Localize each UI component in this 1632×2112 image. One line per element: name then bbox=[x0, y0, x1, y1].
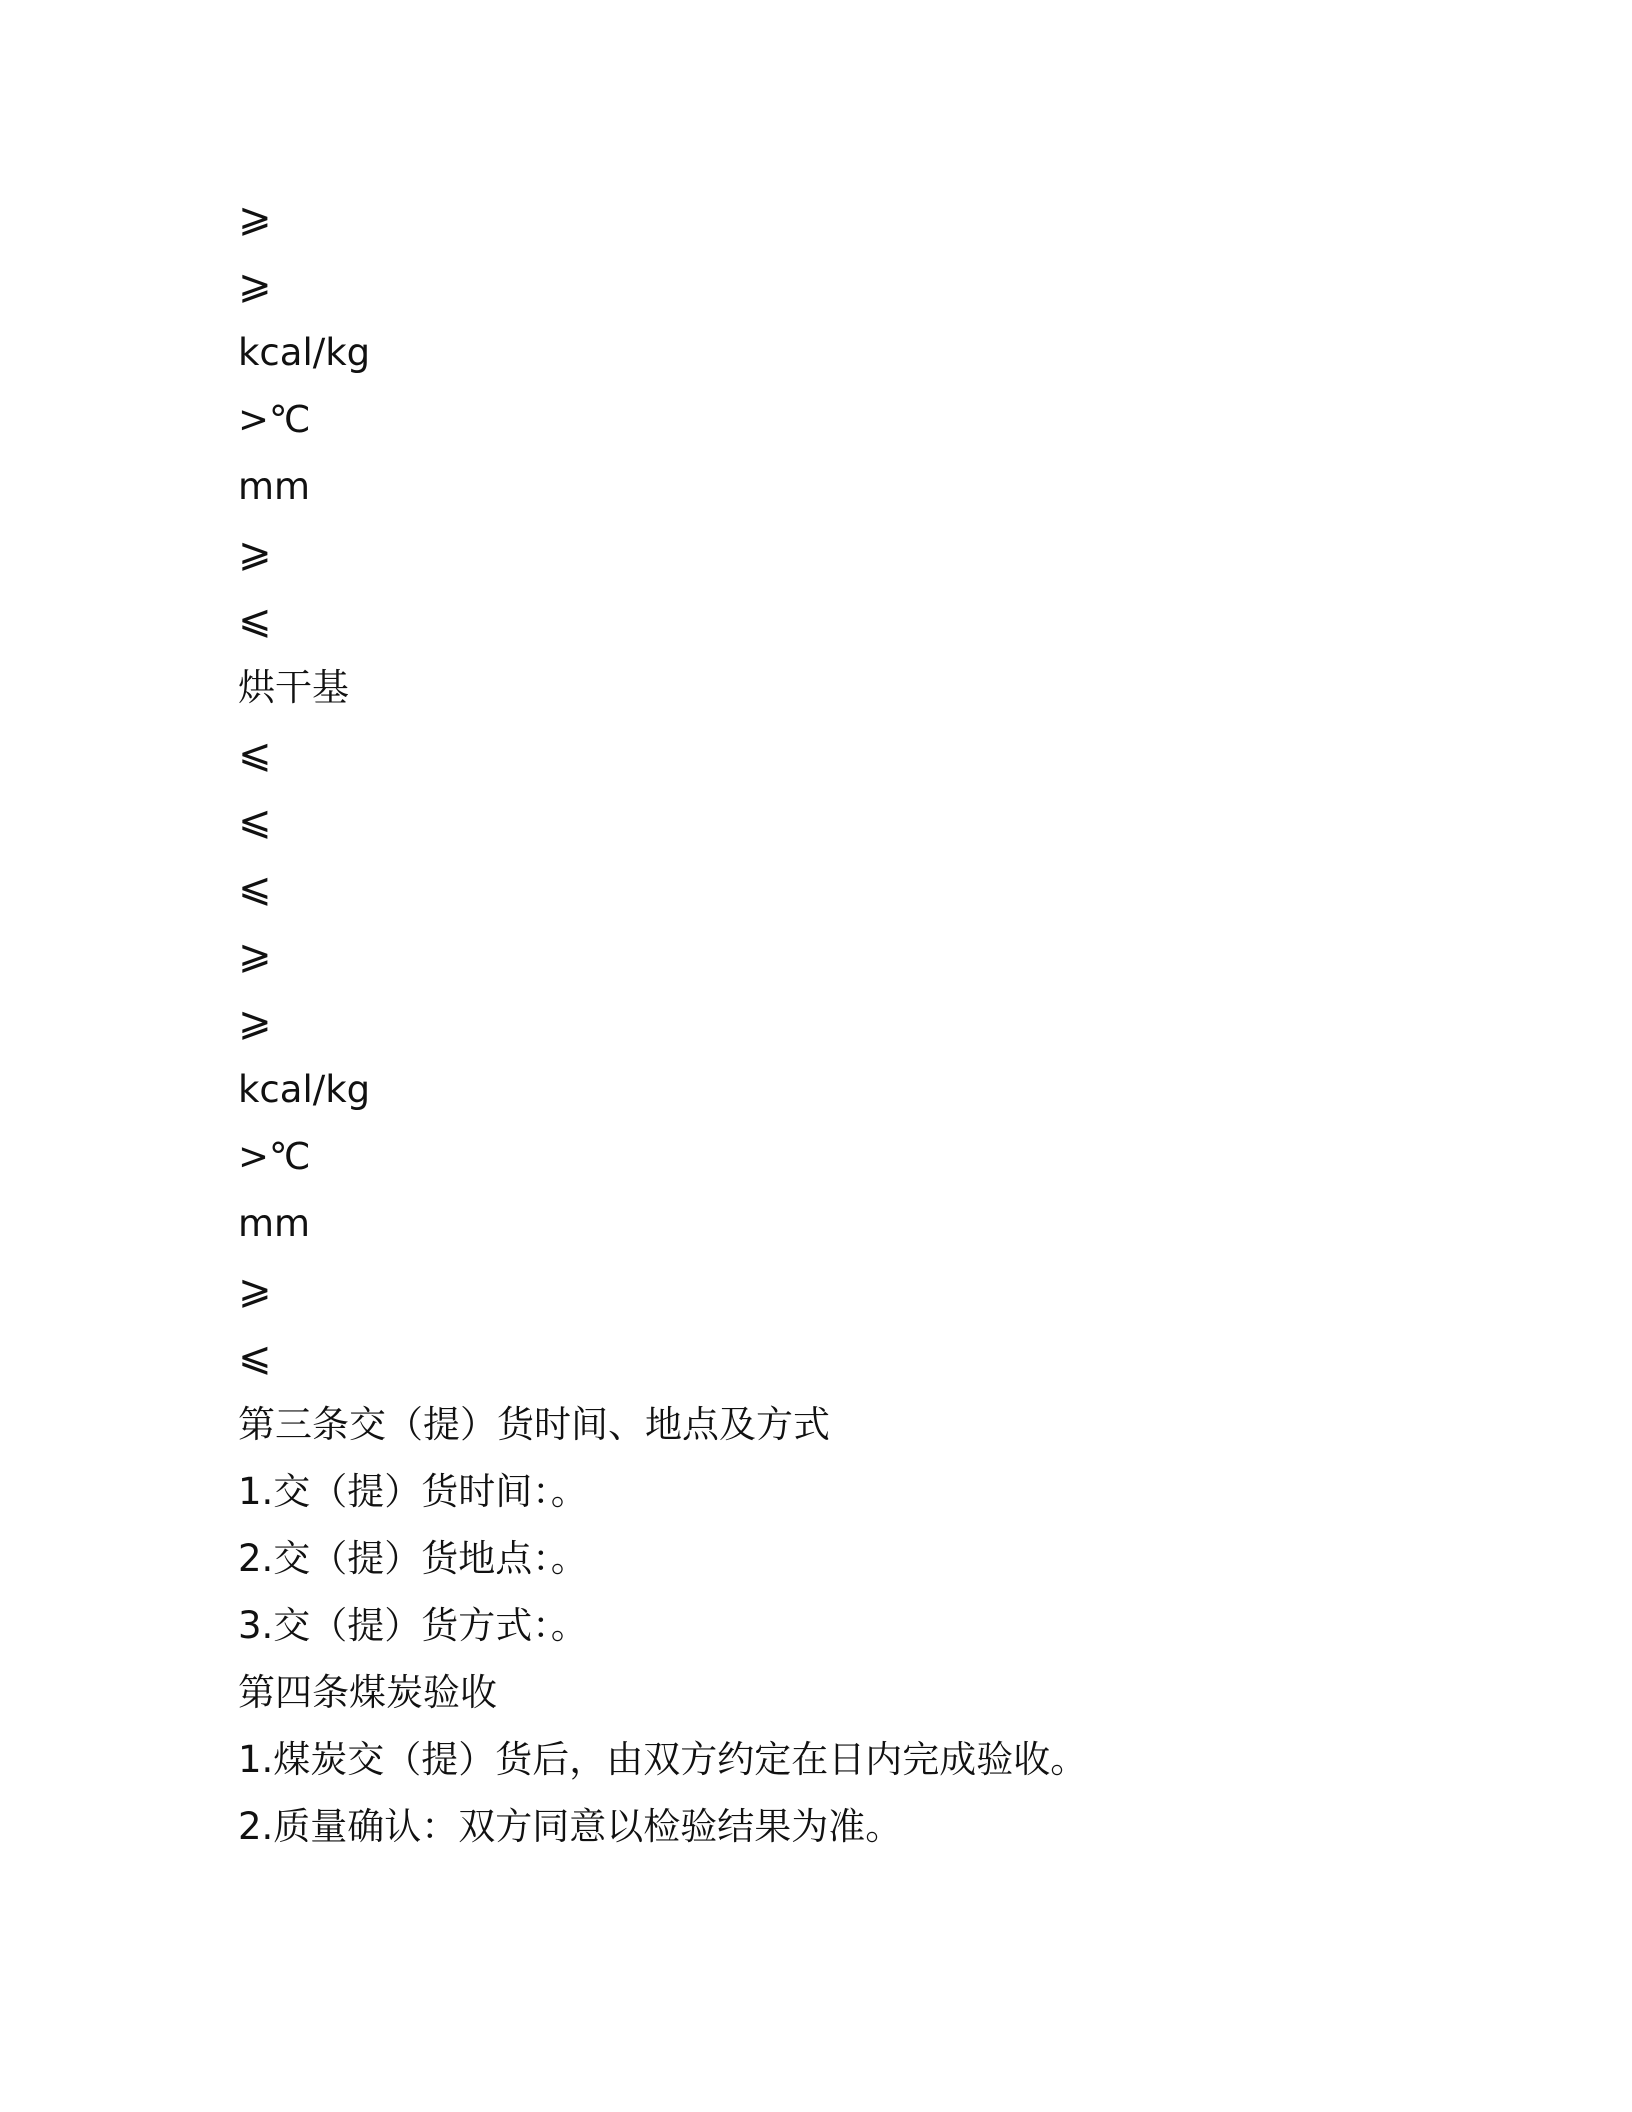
geq-symbol-line: ⩾ bbox=[238, 195, 272, 241]
article-3-heading: 第三条交（提）货时间、地点及方式 bbox=[238, 1403, 830, 1446]
quality-confirmation-clause: 2.质量确认：双方同意以检验结果为准。 bbox=[238, 1805, 903, 1848]
geq-symbol-line: ⩾ bbox=[238, 1267, 272, 1313]
delivery-method-clause: 3.交（提）货方式：。 bbox=[238, 1604, 588, 1647]
unit-celsius: >℃ bbox=[238, 1135, 311, 1178]
geq-symbol-line: ⩾ bbox=[238, 262, 272, 308]
delivery-location-clause: 2.交（提）货地点：。 bbox=[238, 1537, 588, 1580]
leq-symbol-line: ⩽ bbox=[238, 731, 272, 777]
leq-symbol-line: ⩽ bbox=[238, 1334, 272, 1380]
article-4-heading: 第四条煤炭验收 bbox=[238, 1671, 497, 1714]
geq-symbol-line: ⩾ bbox=[238, 530, 272, 576]
document-body bbox=[238, 185, 1087, 1860]
geq-symbol-line: ⩾ bbox=[238, 999, 272, 1045]
unit-celsius: >℃ bbox=[238, 398, 311, 441]
unit-mm: mm bbox=[238, 465, 311, 508]
unit-kcal-per-kg: kcal/kg bbox=[238, 331, 371, 374]
leq-symbol-line: ⩽ bbox=[238, 865, 272, 911]
delivery-time-clause: 1.交（提）货时间：。 bbox=[238, 1470, 588, 1513]
unit-mm: mm bbox=[238, 1202, 311, 1245]
leq-symbol-line: ⩽ bbox=[238, 798, 272, 844]
acceptance-period-clause: 1.煤炭交（提）货后，由双方约定在日内完成验收。 bbox=[238, 1738, 1088, 1781]
unit-kcal-per-kg: kcal/kg bbox=[238, 1068, 371, 1111]
geq-symbol-line: ⩾ bbox=[238, 932, 272, 978]
leq-symbol-line: ⩽ bbox=[238, 597, 272, 643]
dry-basis-label: 烘干基 bbox=[238, 666, 349, 709]
